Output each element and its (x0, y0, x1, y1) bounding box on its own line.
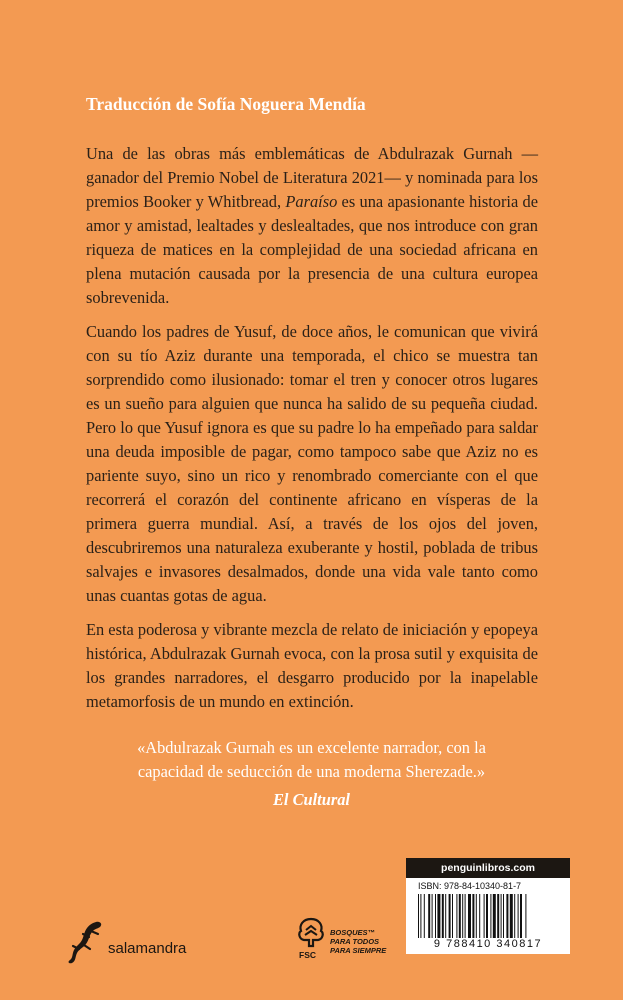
blurb-p1-start: Una de las obras más emblemáticas de Abdulrazak Gurnah —ganador del Premio Nobel de Literatura 2021— y nominada para los premios Booker y Whitbread, (86, 144, 538, 211)
barcode-icon (418, 894, 560, 938)
blurb-p1-end: es una apasionante historia de amor y amistad, lealtades y deslealtades, que nos introduce con gran riqueza de matices en la complejidad de una sociedad africana en plena mutación causada por la presencia de una cultura europea sobrevenida. (86, 192, 539, 307)
quote-line-2: capacidad de seducción de una moderna Sherezade.» (137, 762, 486, 781)
review-quote (0, 736, 623, 812)
book-title: Paraíso (285, 192, 338, 211)
blurb-paragraph-2: Cuando los padres de Yusuf, de doce años, le comunican que vivirá con su tío Aziz durante una temporada, el chico se muestra tan sorprendido como ilusionado: tomar el tren y conocer otros lugares es un sueño para alguien que nunca ha salido de su pequeña ciudad. Pero lo que Yusuf ignora es que su padre lo ha empeñado para saldar una deuda imposible de pagar, como tampoco sabe que Aziz no es pariente suyo, sino un rico y renombrado comerciante con el que recorrerá el corazón del continente africano en vísperas de la primera guerra mundial. Así, a través de los ojos del joven, descubriremos una naturaleza exuberante y hostil, poblada de tribus salvajes e invasores desalmados, donde una vida vale tanto como unas cuantas gotas de agua. (86, 322, 538, 605)
book-blurb (86, 142, 538, 724)
publisher-name: salamandra (108, 940, 187, 957)
fsc-tagline-2: PARA TODOS (330, 937, 380, 946)
salamander-icon (62, 918, 106, 966)
blurb-paragraph-1 (86, 142, 538, 310)
barcode-box (406, 858, 570, 954)
fsc-tagline-3: PARA SIEMPRE (330, 946, 387, 955)
isbn-number: ISBN: 978-84-10340-81-7 (418, 881, 522, 891)
publisher-website: penguinlibros.com (406, 858, 570, 878)
fsc-label: FSC (299, 950, 316, 960)
blurb-paragraph-3: En esta poderosa y vibrante mezcla de relato de iniciación y epopeya histórica, Abdulrazak Gurnah evoca, con la prosa sutil y exquisita de los grandes narradores, el desgarro producido por la inapelable metamorfosis de un mundo en extinción. (86, 620, 538, 711)
fsc-tree-icon (294, 916, 328, 950)
quote-line-1: «Abdulrazak Gurnah es un excelente narrador, con la (137, 738, 486, 757)
translator-credit: Traducción de Sofía Noguera Mendía (86, 94, 366, 114)
publisher-logo (62, 918, 187, 966)
fsc-tagline-1: BOSQUES™ (330, 928, 376, 937)
quote-source: El Cultural (273, 790, 350, 809)
barcode-digits: 9 788410 340817 (433, 938, 543, 950)
